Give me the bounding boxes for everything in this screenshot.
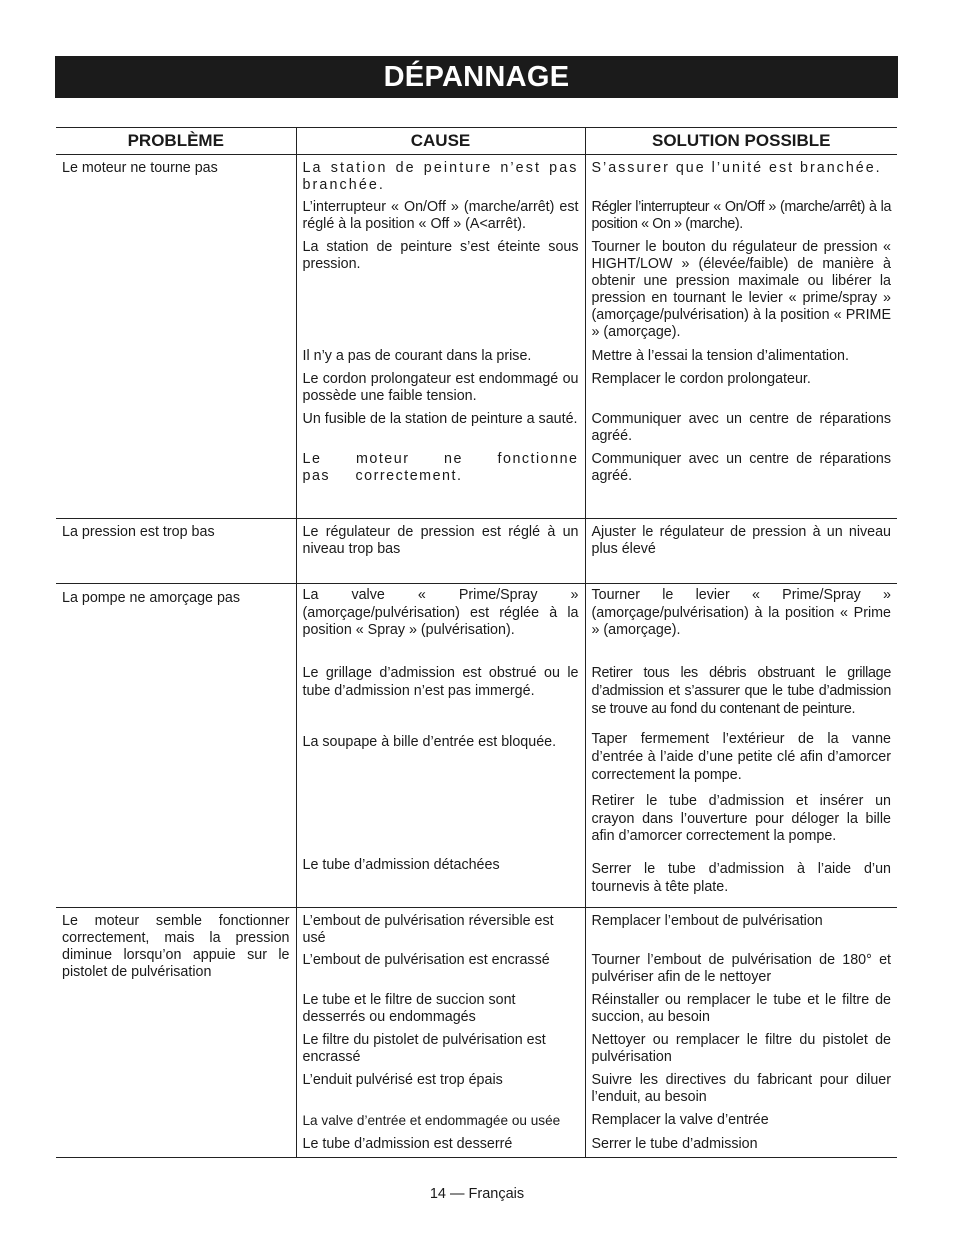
solution-text: Tourner l’embout de pulvérisation de 180° et pulvériser afin de le nettoyer: [591, 952, 891, 985]
solution-text: Communiquer avec un centre de réparations agréé.: [591, 451, 891, 484]
column-header-problem: PROBLÈME: [56, 128, 296, 155]
problem-text: Le moteur semble fonctionner correctement, mais la pression diminue lorsqu’on appuie sur le pistolet de pulvérisation: [62, 913, 290, 980]
cause-text: Le filtre du pistolet de pulvérisation est encrassé: [302, 1032, 546, 1065]
solution-cell: [585, 519, 897, 584]
solution-text: Remplacer la valve d’entrée: [591, 1112, 769, 1128]
problem-text: La pression est trop bas: [62, 524, 215, 540]
solution-text: Retirer tous les débris obstruant le grillage d’admission et s’assurer que le tube d’admission se trouve au fond du contenant de peinture.: [591, 665, 891, 717]
table-row: [56, 908, 897, 1158]
table-header-row: [56, 128, 897, 155]
cause-text: Le régulateur de pression est réglé à un niveau trop bas: [302, 524, 579, 557]
cause-text: Le tube d’admission est desserré: [302, 1136, 513, 1152]
cause-text: La valve d’entrée et endommagée ou usée: [302, 1113, 561, 1128]
solution-text: Suivre les directives du fabricant pour diluer l’enduit, au besoin: [591, 1072, 891, 1105]
cause-text: L’interrupteur « On/Off » (marche/arrêt) est réglé à la position « Off » (A<arrêt).: [302, 199, 579, 232]
problem-cell: [56, 584, 296, 908]
problem-cell: [56, 908, 296, 1158]
cause-cell: [296, 155, 585, 519]
solution-text: Taper fermement l’extérieur de la vanne d’entrée à l’aide d’une petite clé afin d’amorcer correctement la pompe.: [591, 731, 891, 783]
cause-text: La station de peinture n’est pas branchée.: [302, 160, 579, 193]
solution-text: Régler l’interrupteur « On/Off » (marche/arrêt) à la position « On » (marche).: [591, 199, 891, 232]
cause-text: Il n’y a pas de courant dans la prise.: [302, 348, 532, 364]
cause-text: Le tube et le filtre de succion sont desserrés ou endommagés: [302, 992, 516, 1025]
solution-text: Réinstaller ou remplacer le tube et le filtre de succion, au besoin: [591, 992, 891, 1025]
solution-text: Retirer le tube d’admission et insérer un crayon dans l’ouverture pour déloger la bille afin d’amorcer correctement la pompe.: [591, 793, 891, 844]
page-title: DÉPANNAGE: [55, 56, 898, 98]
solution-text: Serrer le tube d’admission à l’aide d’un tournevis à tête plate.: [591, 861, 891, 895]
problem-cell: [56, 519, 296, 584]
solution-text: S’assurer que l’unité est branchée.: [591, 160, 882, 176]
cause-text: Le tube d’admission détachées: [302, 857, 500, 873]
cause-text: Le cordon prolongateur est endommagé ou possède une faible tension.: [302, 371, 579, 404]
cause-text: La station de peinture s’est éteinte sous pression.: [302, 239, 579, 272]
cause-text: L’enduit pulvérisé est trop épais: [302, 1072, 503, 1088]
cause-cell: [296, 519, 585, 584]
cause-text: La soupape à bille d’entrée est bloquée.: [302, 734, 557, 750]
table-row: [56, 584, 897, 908]
page-footer: 14 — Français: [429, 1186, 525, 1202]
solution-text: Remplacer le cordon prolongateur.: [591, 371, 811, 387]
solution-text: Nettoyer ou remplacer le filtre du pistolet de pulvérisation: [591, 1032, 891, 1065]
problem-text: La pompe ne amorçage pas: [62, 590, 241, 606]
solution-text: Tourner le bouton du régulateur de pression « HIGHT/LOW » (élevée/faible) de manière à obtenir une pression maximale ou libérer la pression en tournant le levier « prime/spray » (amorçage/pulvérisation) à la position « PRIME » (amorçage).: [591, 239, 891, 340]
solution-cell: [585, 584, 897, 908]
solution-text: Ajuster le régulateur de pression à un niveau plus élevé: [591, 524, 891, 557]
solution-cell: [585, 908, 897, 1158]
cause-text: Le grillage d’admission est obstrué ou le tube d’admission n’est pas immergé.: [302, 665, 579, 699]
solution-text: Tourner le levier « Prime/Spray » (amorçage/pulvérisation) à la position « Prime » (amorçage).: [591, 587, 891, 638]
table-row: [56, 519, 897, 584]
problem-cell: [56, 155, 296, 519]
solution-cell: [585, 155, 897, 519]
problem-text: Le moteur ne tourne pas: [62, 160, 218, 176]
cause-cell: [296, 584, 585, 908]
solution-text: Communiquer avec un centre de réparations agréé.: [591, 411, 891, 444]
cause-cell: [296, 908, 585, 1158]
cause-text: L’embout de pulvérisation est encrassé: [302, 952, 550, 968]
solution-text: Remplacer l’embout de pulvérisation: [591, 913, 823, 929]
solution-text: Serrer le tube d’admission: [591, 1136, 758, 1152]
troubleshooting-table: [56, 127, 897, 1158]
cause-text: L’embout de pulvérisation réversible est usé: [302, 913, 554, 946]
cause-text: Un fusible de la station de peinture a sauté.: [302, 411, 578, 427]
table-row: [56, 155, 897, 519]
cause-text: La valve « Prime/Spray » (amorçage/pulvérisation) est réglée à la position « Spray » (pulvérisation).: [302, 587, 579, 638]
column-header-cause: CAUSE: [296, 128, 585, 155]
solution-text: Mettre à l’essai la tension d’alimentation.: [591, 348, 849, 364]
column-header-solution: SOLUTION POSSIBLE: [585, 128, 897, 155]
cause-text: Le moteur ne fonctionne pas correctement.: [302, 451, 579, 484]
